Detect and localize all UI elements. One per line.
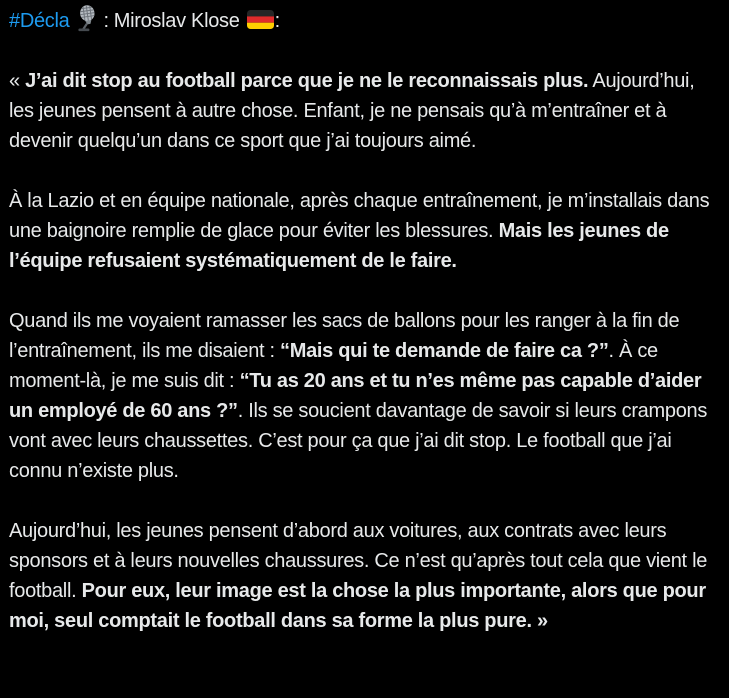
quote-bold-segment: “Tu as 20 ans et tu n’es même pas capable d’aider un employé de 60 ans ?” bbox=[9, 370, 702, 422]
quote-segment: Aujourd’hui, les jeunes pensent d’abord aux voitures, aux contrats avec leurs sponsors et à leurs nouvelles chaussures. Ce n’est qu’après tout cela que vient le football. bbox=[9, 520, 708, 602]
header-separator: : bbox=[103, 10, 109, 32]
germany-flag-icon bbox=[247, 10, 274, 29]
quote-paragraph bbox=[9, 516, 715, 636]
quote-segment: . À ce moment-là, je me suis dit : bbox=[9, 340, 658, 392]
quote-paragraph bbox=[9, 66, 715, 156]
quote-paragraph bbox=[9, 306, 715, 486]
header-trailing-colon: : bbox=[274, 10, 280, 32]
microphone-icon bbox=[76, 4, 99, 32]
quote-bold-segment: “Mais qui te demande de faire ca ?” bbox=[280, 340, 609, 362]
quote-bold-segment: J’ai dit stop au football parce que je ne le reconnaissais plus. bbox=[25, 70, 589, 92]
quote-segment: Quand ils me voyaient ramasser les sacs de ballons pour les ranger à la fin de l’entraînement, ils me disaient : bbox=[9, 310, 680, 362]
quote-paragraph bbox=[9, 186, 715, 276]
quote-segment: Aujourd’hui, les jeunes pensent à autre chose. Enfant, je ne pensais qu’à m’entraîner et à devenir quelqu’un dans ce sport que j’ai toujours aimé. bbox=[9, 70, 695, 152]
post-header bbox=[9, 4, 715, 36]
speaker-name: Miroslav Klose bbox=[113, 10, 240, 32]
quote-segment: . Ils se soucient davantage de savoir si leurs crampons vont avec leurs chaussettes. C’est pour ça que j’ai dit stop. Le football que j’ai connu n’existe plus. bbox=[9, 400, 708, 482]
hashtag-link[interactable]: #Décla bbox=[9, 10, 70, 32]
quote-bold-segment: Pour eux, leur image est la chose la plus importante, alors que pour moi, seul comptait le football dans sa forme la plus pure. » bbox=[9, 580, 706, 632]
quote-segment: À la Lazio et en équipe nationale, après chaque entraînement, je m’installais dans une baignoire remplie de glace pour éviter les blessures. bbox=[9, 190, 710, 242]
quote-bold-segment: Mais les jeunes de l’équipe refusaient systématiquement de le faire. bbox=[9, 220, 669, 272]
quote-body bbox=[9, 66, 715, 636]
quote-segment: « bbox=[9, 70, 26, 92]
